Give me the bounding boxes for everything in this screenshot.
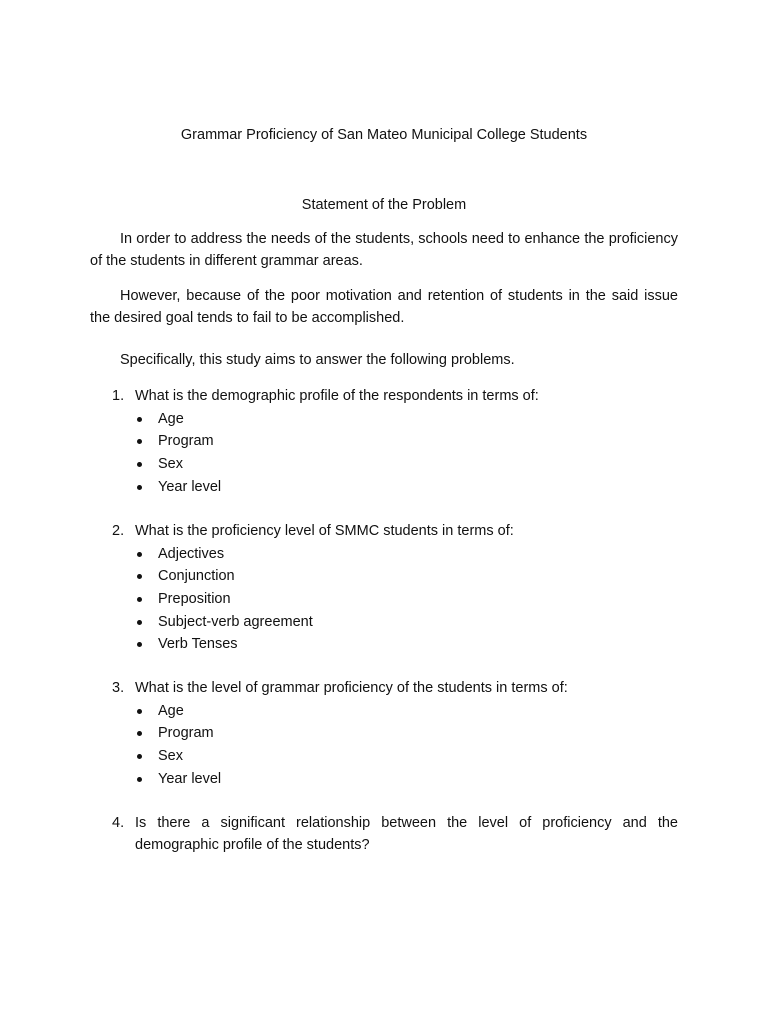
bullet-label: Year level [158,478,222,495]
bullet-list [135,543,313,656]
bullet-item [135,588,313,611]
bullet-item [135,408,221,431]
bullet-label: Year level [158,770,222,787]
problem-text: What is the level of grammar proficiency of the students in terms of: [135,680,568,696]
bullet-icon [137,642,142,647]
bullet-icon [137,754,142,759]
problem-number: 4. [112,815,125,831]
problem-text: What is the proficiency level of SMMC students in terms of: [135,523,514,539]
bullet-item [135,722,221,745]
bullet-icon [137,439,142,444]
bullet-item [135,768,221,791]
document-title: Grammar Proficiency of San Mateo Municipal College Students [180,127,588,143]
paragraph-context: However, because of the poor motivation and retention of students in the said issue the desired goal tends to fail to be accomplished. [90,288,678,326]
bullet-icon [137,574,142,579]
problem-number: 1. [112,388,125,404]
bullet-icon [137,462,142,467]
bullet-label: Adjectives [158,545,225,562]
paragraph-intro: In order to address the needs of the students, schools need to enhance the proficiency of the students in different grammar areas. [90,231,678,269]
bullet-label: Verb Tenses [158,636,238,653]
bullet-item [135,543,313,566]
bullet-label: Age [158,702,184,719]
bullet-icon [137,485,142,490]
bullet-label: Age [158,410,184,427]
bullet-item [135,633,313,656]
bullet-item [135,700,221,723]
bullet-item [135,611,313,634]
bullet-list [135,700,221,791]
bullet-icon [137,709,142,714]
bullet-item [135,565,313,588]
bullet-label: Preposition [158,590,231,607]
bullet-item [135,453,221,476]
bullet-item [135,430,221,453]
bullet-icon [137,552,142,557]
section-title: Statement of the Problem [301,197,467,213]
problem-number: 3. [112,680,125,696]
bullet-list [135,408,221,499]
bullet-label: Program [158,725,214,742]
bullet-icon [137,777,142,782]
problem-text: What is the demographic profile of the respondents in terms of: [135,388,539,404]
bullet-label: Conjunction [158,568,235,585]
problem-number: 2. [112,523,125,539]
bullet-icon [137,597,142,602]
bullet-item [135,476,221,499]
bullet-label: Program [158,433,214,450]
problem-text: Is there a significant relationship between the level of proficiency and the demographic profile of the students? [135,815,678,853]
bullet-label: Subject-verb agreement [158,613,313,630]
bullet-icon [137,731,142,736]
bullet-item [135,745,221,768]
bullet-icon [137,620,142,625]
bullet-label: Sex [158,747,183,764]
paragraph-objective: Specifically, this study aims to answer the following problems. [120,352,515,368]
bullet-icon [137,417,142,422]
bullet-label: Sex [158,455,183,472]
